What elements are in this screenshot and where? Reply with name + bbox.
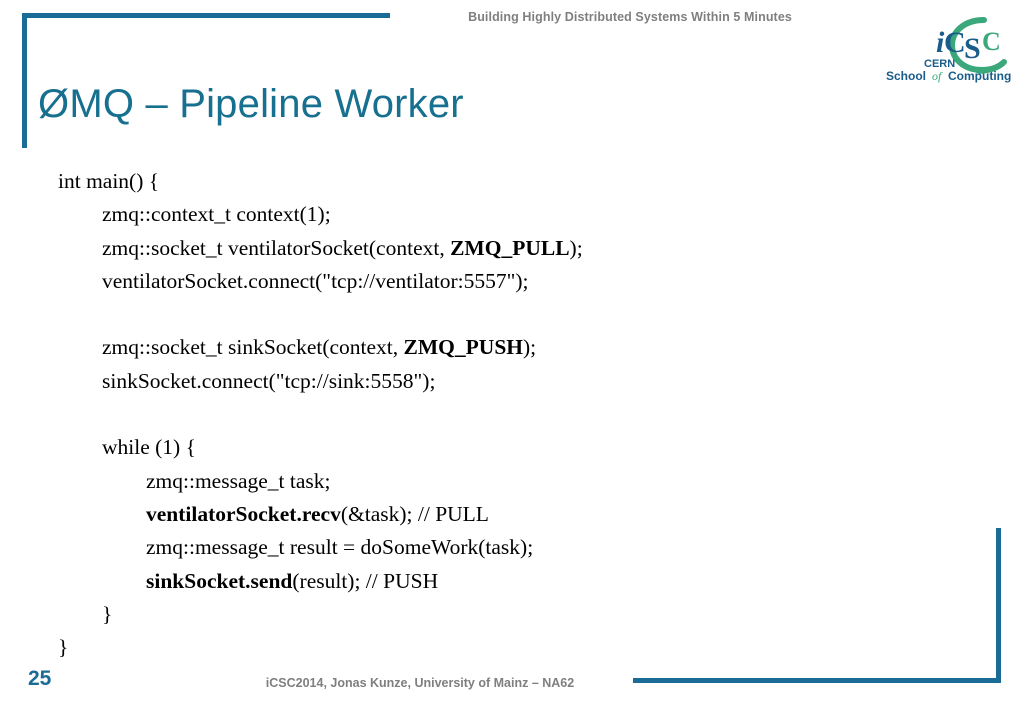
code-token: }: [58, 635, 69, 660]
footer-accent-vertical-line: [996, 528, 1001, 683]
footer-accent-line: [633, 678, 1001, 683]
code-line: [58, 465, 958, 498]
code-line: [58, 531, 958, 564]
code-token: zmq::socket_t sinkSocket(context,: [102, 335, 404, 360]
running-title: Building Highly Distributed Systems Within 5 Minutes: [468, 10, 792, 24]
svg-text:i: i: [936, 26, 945, 59]
header-accent-line: [22, 13, 390, 18]
code-token: }: [102, 601, 113, 626]
code-token: (&task); // PULL: [340, 501, 489, 526]
code-line: [58, 165, 958, 198]
code-line: [58, 298, 958, 331]
code-line: [58, 398, 958, 431]
code-line: [58, 265, 958, 298]
header-accent-vertical-line: [22, 13, 27, 148]
code-line: [58, 598, 958, 631]
code-line: [58, 565, 958, 598]
code-token: while (1) {: [102, 435, 196, 460]
code-line: [58, 498, 958, 531]
code-line: [58, 365, 958, 398]
svg-text:Computing: Computing: [948, 69, 1012, 83]
code-line: [58, 431, 958, 464]
code-token-emphasis: ventilatorSocket.recv: [146, 501, 341, 526]
code-token: );: [523, 335, 537, 360]
svg-text:School: School: [886, 69, 927, 83]
page-number: 25: [28, 667, 52, 690]
code-token-emphasis: ZMQ_PUSH: [403, 335, 523, 360]
code-token: sinkSocket.connect("tcp://sink:5558");: [102, 368, 436, 393]
svg-text:C: C: [944, 26, 966, 59]
code-token-emphasis: sinkSocket.send: [146, 568, 293, 593]
footer-text: iCSC2014, Jonas Kunze, University of Mainz – NA62: [265, 676, 575, 690]
page-title: ØMQ – Pipeline Worker: [38, 81, 464, 126]
code-block: [58, 165, 958, 664]
svg-text:of: of: [932, 69, 942, 83]
code-token: ventilatorSocket.connect("tcp://ventilator:5557");: [102, 268, 529, 293]
code-token: int main() {: [58, 169, 160, 193]
svg-text:CERN: CERN: [924, 58, 956, 70]
code-token-emphasis: ZMQ_PULL: [450, 235, 570, 260]
code-token: );: [569, 235, 583, 260]
code-token: zmq::message_t task;: [146, 468, 331, 493]
code-line: [58, 631, 958, 664]
code-token: (result); // PUSH: [292, 568, 439, 593]
icsc-logo: [860, 12, 1012, 84]
code-line: [58, 198, 958, 231]
svg-text:C: C: [982, 27, 1001, 56]
code-line: [58, 331, 958, 364]
code-token: zmq::context_t context(1);: [102, 202, 331, 227]
svg-text:S: S: [964, 32, 981, 65]
code-token: zmq::socket_t ventilatorSocket(context,: [102, 235, 451, 260]
code-token: zmq::message_t result = doSomeWork(task);: [146, 535, 534, 560]
code-line: [58, 232, 958, 265]
